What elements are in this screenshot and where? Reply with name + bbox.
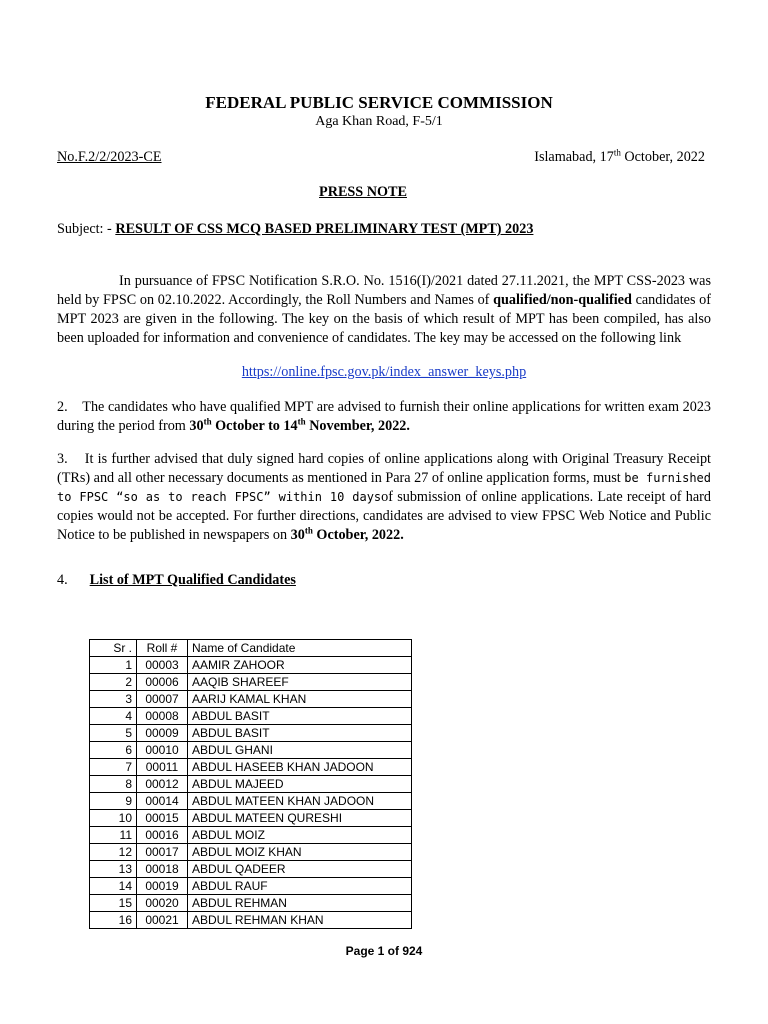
row-roll: 00017 (137, 844, 188, 861)
row-roll: 00007 (137, 691, 188, 708)
table-row (90, 708, 412, 725)
answer-keys-link[interactable]: https://online.fpsc.gov.pk/index_answer_keys.php (241, 364, 527, 380)
subject-label: Subject: - (57, 221, 116, 237)
para3-text-a: It is further advised that duly signed hard copies of online applications along with Original Treasury Receipt (TRs) and all other necessary documents as mentioned in Para 27 of online application forms, must (57, 451, 711, 486)
para1-text-b: candidates of MPT 2023 are given in the following. The key on the basis of which result of MPT has been compiled, has also been uploaded for information and convenience of candidates. The key may be accessed on the following link (57, 292, 711, 346)
date-prefix: Islamabad, 17 (534, 149, 614, 165)
row-name: ABDUL GHANI (188, 742, 412, 759)
paragraph-3 (57, 450, 711, 545)
row-name: AAMIR ZAHOOR (188, 657, 412, 674)
row-sr: 4 (90, 708, 137, 725)
row-name: ABDUL REHMAN KHAN (188, 912, 412, 929)
page-number: Page 1 of 924 (345, 944, 423, 958)
para2-date1: 30 (189, 418, 204, 434)
header-roll: Roll # (137, 640, 188, 657)
row-name: ABDUL QADEER (188, 861, 412, 878)
row-name: ABDUL MATEEN QURESHI (188, 810, 412, 827)
para1-bold: qualified/non-qualified (493, 292, 632, 308)
date-sup: th (613, 147, 621, 158)
para3-mono-text: be furnished to FPSC “so as to reach FPSC” within 10 days (57, 471, 711, 504)
row-roll: 00021 (137, 912, 188, 929)
row-name: ABDUL MOIZ (188, 827, 412, 844)
office-address: Aga Khan Road, F-5/1 (315, 114, 443, 129)
table-row (90, 725, 412, 742)
paragraph-1 (57, 272, 711, 348)
row-roll: 00019 (137, 878, 188, 895)
paragraph-2 (57, 398, 711, 436)
table-row (90, 895, 412, 912)
table-row (90, 759, 412, 776)
para2-date1-sup: th (203, 416, 212, 427)
reference-number: No.F.2/2/2023-CE (57, 149, 162, 165)
qualified-list-heading: List of MPT Qualified Candidates (89, 572, 296, 588)
para2-mid: October to 14 (211, 418, 298, 434)
subject-text: RESULT OF CSS MCQ BASED PRELIMINARY TEST (MPT) 2023 (115, 221, 534, 237)
para2-number: 2. (57, 399, 68, 415)
row-name: ABDUL MATEEN KHAN JADOON (188, 793, 412, 810)
row-name: ABDUL BASIT (188, 708, 412, 725)
table-row (90, 793, 412, 810)
para1-text-a: In pursuance of FPSC Notification S.R.O. No. 1516(I)/2021 dated 27.11.2021, the MPT CSS-2023 was held by FPSC on 02.10.2022. Accordingly, the Roll Numbers and Names of (57, 273, 711, 308)
row-sr: 5 (90, 725, 137, 742)
row-sr: 2 (90, 674, 137, 691)
para3-date-end: October, 2022. (312, 527, 404, 543)
row-sr: 9 (90, 793, 137, 810)
para3-number: 3. (57, 451, 68, 467)
date-suffix: October, 2022 (620, 149, 705, 165)
document-title: FEDERAL PUBLIC SERVICE COMMISSION (205, 93, 553, 112)
row-roll: 00010 (137, 742, 188, 759)
row-sr: 7 (90, 759, 137, 776)
issue-date (534, 149, 705, 166)
table-header-row (90, 640, 412, 657)
para3-date (291, 527, 404, 543)
table-row (90, 912, 412, 929)
header-sr: Sr . (90, 640, 137, 657)
para3-date-sup: th (304, 525, 313, 536)
row-sr: 3 (90, 691, 137, 708)
table-row (90, 691, 412, 708)
row-name: ABDUL RAUF (188, 878, 412, 895)
row-name: AARIJ KAMAL KHAN (188, 691, 412, 708)
table-row (90, 674, 412, 691)
row-sr: 13 (90, 861, 137, 878)
table-row (90, 657, 412, 674)
subject-line (57, 221, 533, 238)
row-roll: 00003 (137, 657, 188, 674)
row-name: ABDUL BASIT (188, 725, 412, 742)
row-sr: 10 (90, 810, 137, 827)
table-row (90, 776, 412, 793)
row-sr: 8 (90, 776, 137, 793)
row-name: ABDUL REHMAN (188, 895, 412, 912)
row-name: ABDUL HASEEB KHAN JADOON (188, 759, 412, 776)
row-roll: 00009 (137, 725, 188, 742)
table-body (90, 657, 412, 929)
row-roll: 00011 (137, 759, 188, 776)
row-roll: 00008 (137, 708, 188, 725)
paragraph-4 (57, 572, 296, 589)
row-sr: 1 (90, 657, 137, 674)
row-sr: 15 (90, 895, 137, 912)
table-row (90, 878, 412, 895)
row-roll: 00020 (137, 895, 188, 912)
row-sr: 12 (90, 844, 137, 861)
table-row (90, 827, 412, 844)
para3-text-b: of submission of online applications. Late receipt of hard copies would not be accepted. For further directions, candidates are advised to view FPSC Web Notice and Public Notice to be published in newspapers on (57, 489, 711, 543)
qualified-candidates-table (89, 639, 412, 929)
row-name: ABDUL MAJEED (188, 776, 412, 793)
row-sr: 6 (90, 742, 137, 759)
row-name: AAQIB SHAREEF (188, 674, 412, 691)
row-sr: 14 (90, 878, 137, 895)
row-roll: 00012 (137, 776, 188, 793)
table-row (90, 844, 412, 861)
row-sr: 11 (90, 827, 137, 844)
header-name: Name of Candidate (188, 640, 412, 657)
para4-number: 4. (57, 572, 68, 588)
row-roll: 00006 (137, 674, 188, 691)
row-roll: 00014 (137, 793, 188, 810)
row-roll: 00018 (137, 861, 188, 878)
para2-end: November, 2022. (305, 418, 410, 434)
para2-date2-sup: th (297, 416, 306, 427)
table-row (90, 810, 412, 827)
row-roll: 00016 (137, 827, 188, 844)
table-row (90, 742, 412, 759)
para2-text: The candidates who have qualified MPT are advised to furnish their online applications for written exam 2023 during the period from (57, 399, 712, 434)
row-name: ABDUL MOIZ KHAN (188, 844, 412, 861)
row-sr: 16 (90, 912, 137, 929)
table-row (90, 861, 412, 878)
press-note-heading: PRESS NOTE (319, 184, 407, 200)
para3-date-day: 30 (290, 527, 305, 543)
para2-dates (189, 418, 410, 434)
row-roll: 00015 (137, 810, 188, 827)
